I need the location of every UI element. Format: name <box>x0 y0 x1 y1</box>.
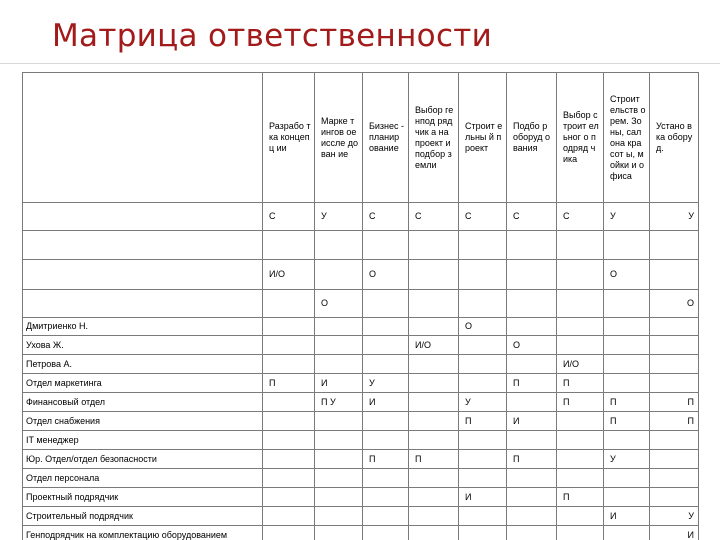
matrix-cell <box>459 450 507 469</box>
matrix-cell <box>263 412 315 431</box>
row-name-cell: Дмитриенко Н. <box>23 318 263 336</box>
matrix-cell <box>363 355 409 374</box>
title-divider <box>0 63 720 64</box>
matrix-cell: П <box>557 393 604 412</box>
matrix-cell <box>459 526 507 540</box>
matrix-cell <box>604 355 650 374</box>
matrix-cell <box>263 507 315 526</box>
matrix-cell <box>557 526 604 540</box>
row-name-cell: Петрова А. <box>23 355 263 374</box>
matrix-cell <box>315 526 363 540</box>
column-header: Подбо р оборуд ования <box>507 73 557 203</box>
matrix-cell <box>315 488 363 507</box>
row-name-cell: Отдел маркетинга <box>23 374 263 393</box>
matrix-cell <box>557 318 604 336</box>
matrix-cell <box>315 355 363 374</box>
matrix-cell <box>650 374 699 393</box>
matrix-cell <box>459 374 507 393</box>
matrix-cell <box>650 488 699 507</box>
matrix-cell <box>363 412 409 431</box>
matrix-cell <box>363 231 409 260</box>
matrix-cell <box>650 431 699 450</box>
row-name-cell: IT менеджер <box>23 431 263 450</box>
corner-cell <box>23 73 263 203</box>
matrix-cell <box>363 290 409 318</box>
matrix-cell <box>315 507 363 526</box>
matrix-cell <box>604 526 650 540</box>
row-name-cell: Финансовый отдел <box>23 393 263 412</box>
table-row <box>23 374 699 393</box>
matrix-cell <box>315 450 363 469</box>
matrix-cell <box>363 526 409 540</box>
matrix-cell <box>409 412 459 431</box>
matrix-cell <box>315 231 363 260</box>
matrix-cell <box>557 450 604 469</box>
matrix-cell: П <box>604 412 650 431</box>
table-row <box>23 203 699 231</box>
matrix-cell <box>557 507 604 526</box>
table-row <box>23 260 699 290</box>
matrix-cell <box>459 431 507 450</box>
matrix-cell <box>507 290 557 318</box>
table-row <box>23 469 699 488</box>
matrix-cell: И/О <box>557 355 604 374</box>
matrix-cell: У <box>604 203 650 231</box>
matrix-cell: П <box>263 374 315 393</box>
matrix-cell: И <box>315 374 363 393</box>
matrix-cell <box>557 290 604 318</box>
matrix-cell <box>459 260 507 290</box>
matrix-cell: О <box>315 290 363 318</box>
matrix-cell: У <box>650 203 699 231</box>
matrix-cell <box>409 488 459 507</box>
matrix-cell <box>459 507 507 526</box>
matrix-cell <box>557 231 604 260</box>
matrix-cell: И <box>507 412 557 431</box>
table-row <box>23 355 699 374</box>
table-row <box>23 336 699 355</box>
matrix-cell <box>315 336 363 355</box>
matrix-cell <box>604 336 650 355</box>
matrix-cell <box>315 412 363 431</box>
matrix-cell: О <box>363 260 409 290</box>
column-header: Строит ельств о рем. Зоны, салона красот ы, мойки и офиса <box>604 73 650 203</box>
matrix-cell <box>650 260 699 290</box>
matrix-cell <box>507 526 557 540</box>
matrix-cell <box>507 355 557 374</box>
matrix-cell <box>507 469 557 488</box>
row-name-cell: Генподрядчик на комплектацию оборудованием <box>23 526 263 540</box>
column-header: Марке тингов ое иссле дован ие <box>315 73 363 203</box>
matrix-cell <box>263 450 315 469</box>
matrix-cell <box>604 290 650 318</box>
matrix-cell <box>363 431 409 450</box>
matrix-cell: П У <box>315 393 363 412</box>
matrix-cell <box>507 431 557 450</box>
matrix-cell: П <box>507 450 557 469</box>
matrix-cell <box>604 488 650 507</box>
matrix-cell <box>604 431 650 450</box>
matrix-cell <box>604 469 650 488</box>
table-row <box>23 231 699 260</box>
matrix-cell <box>315 469 363 488</box>
matrix-cell <box>263 355 315 374</box>
matrix-cell <box>409 431 459 450</box>
matrix-cell <box>315 260 363 290</box>
matrix-cell <box>557 431 604 450</box>
matrix-cell <box>363 469 409 488</box>
row-name-cell <box>23 290 263 318</box>
matrix-cell: И <box>650 526 699 540</box>
matrix-cell <box>263 318 315 336</box>
matrix-cell: У <box>459 393 507 412</box>
matrix-cell: С <box>507 203 557 231</box>
matrix-cell: С <box>409 203 459 231</box>
matrix-cell: П <box>363 450 409 469</box>
matrix-cell <box>650 231 699 260</box>
row-name-cell: Отдел снабжения <box>23 412 263 431</box>
row-name-cell <box>23 231 263 260</box>
matrix-cell <box>459 355 507 374</box>
table-row <box>23 412 699 431</box>
matrix-cell <box>263 526 315 540</box>
matrix-cell <box>315 318 363 336</box>
matrix-cell: И <box>363 393 409 412</box>
matrix-cell <box>409 469 459 488</box>
row-name-cell: Отдел персонала <box>23 469 263 488</box>
matrix-cell: П <box>409 450 459 469</box>
matrix-cell <box>263 336 315 355</box>
matrix-cell <box>650 318 699 336</box>
matrix-cell <box>507 488 557 507</box>
matrix-cell <box>604 374 650 393</box>
matrix-cell <box>409 290 459 318</box>
matrix-cell <box>459 469 507 488</box>
matrix-cell <box>557 336 604 355</box>
responsibility-matrix-table <box>22 72 699 540</box>
matrix-cell <box>263 469 315 488</box>
matrix-cell <box>263 290 315 318</box>
matrix-cell <box>263 488 315 507</box>
row-name-cell: Юр. Отдел/отдел безопасности <box>23 450 263 469</box>
matrix-cell <box>409 507 459 526</box>
table-row <box>23 431 699 450</box>
matrix-cell <box>507 231 557 260</box>
matrix-cell <box>315 431 363 450</box>
table-row <box>23 318 699 336</box>
matrix-cell: О <box>507 336 557 355</box>
matrix-cell <box>263 431 315 450</box>
column-header: Выбор строит ельног о подряд чика <box>557 73 604 203</box>
matrix-cell: С <box>557 203 604 231</box>
matrix-cell: У <box>604 450 650 469</box>
matrix-cell <box>409 374 459 393</box>
matrix-cell <box>363 336 409 355</box>
column-header: Бизнес - планир ование <box>363 73 409 203</box>
matrix-cell: У <box>363 374 409 393</box>
header-row <box>23 73 699 203</box>
matrix-cell <box>363 488 409 507</box>
matrix-cell: С <box>459 203 507 231</box>
matrix-cell <box>459 290 507 318</box>
matrix-cell: О <box>459 318 507 336</box>
matrix-cell <box>604 231 650 260</box>
matrix-cell: И/О <box>409 336 459 355</box>
matrix-cell <box>507 507 557 526</box>
column-header: Устано вка оборуд. <box>650 73 699 203</box>
matrix-cell <box>557 260 604 290</box>
matrix-cell: П <box>650 393 699 412</box>
table-row <box>23 488 699 507</box>
matrix-cell: П <box>557 488 604 507</box>
matrix-cell <box>363 318 409 336</box>
matrix-cell <box>507 260 557 290</box>
matrix-cell: П <box>604 393 650 412</box>
matrix-cell <box>507 318 557 336</box>
matrix-cell <box>459 336 507 355</box>
matrix-cell <box>409 318 459 336</box>
slide-title: Матрица ответственности <box>52 18 493 54</box>
matrix-cell <box>409 355 459 374</box>
matrix-cell: О <box>650 290 699 318</box>
column-header: Разрабо тка концепц ии <box>263 73 315 203</box>
table-row <box>23 526 699 540</box>
matrix-cell <box>409 260 459 290</box>
matrix-cell: И <box>459 488 507 507</box>
row-name-cell <box>23 260 263 290</box>
row-name-cell: Проектный подрядчик <box>23 488 263 507</box>
matrix-cell: И <box>604 507 650 526</box>
matrix-cell <box>557 412 604 431</box>
matrix-cell: И/О <box>263 260 315 290</box>
row-name-cell: Ухова Ж. <box>23 336 263 355</box>
matrix-cell <box>263 393 315 412</box>
row-name-cell: Строительный подрядчик <box>23 507 263 526</box>
table-row <box>23 507 699 526</box>
matrix-cell: П <box>557 374 604 393</box>
column-header: Выбор генпод рядчик а на проект и подбор земли <box>409 73 459 203</box>
matrix-cell <box>650 336 699 355</box>
matrix-cell <box>363 507 409 526</box>
matrix-cell <box>650 469 699 488</box>
matrix-cell: У <box>315 203 363 231</box>
matrix-cell: П <box>650 412 699 431</box>
matrix-cell <box>650 355 699 374</box>
table-row <box>23 290 699 318</box>
matrix-cell: У <box>650 507 699 526</box>
matrix-cell: О <box>604 260 650 290</box>
matrix-cell <box>507 393 557 412</box>
matrix-cell <box>409 526 459 540</box>
matrix-cell: П <box>507 374 557 393</box>
matrix-cell <box>409 231 459 260</box>
matrix-cell <box>409 393 459 412</box>
matrix-cell <box>263 231 315 260</box>
matrix-cell <box>557 469 604 488</box>
matrix-cell: П <box>459 412 507 431</box>
matrix-cell <box>604 318 650 336</box>
matrix-cell <box>650 450 699 469</box>
matrix-cell <box>459 231 507 260</box>
column-header: Строит ельны й проект <box>459 73 507 203</box>
row-name-cell <box>23 203 263 231</box>
table-row <box>23 450 699 469</box>
matrix-cell: С <box>263 203 315 231</box>
table-row <box>23 393 699 412</box>
matrix-cell: С <box>363 203 409 231</box>
